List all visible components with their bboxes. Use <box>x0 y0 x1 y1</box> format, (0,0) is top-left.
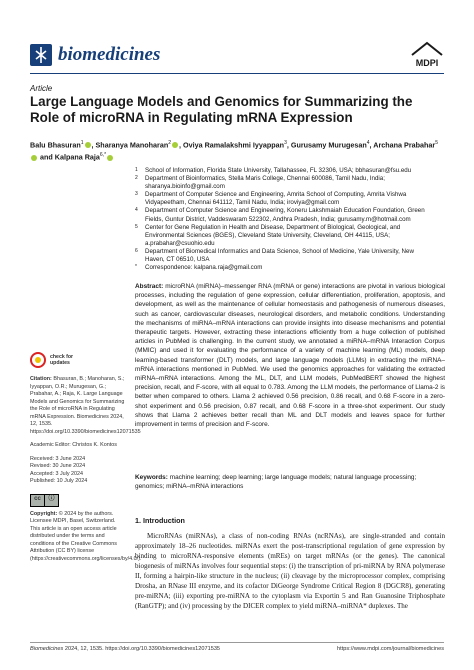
footer-citation <box>30 646 220 652</box>
footer-url[interactable]: https://www.mdpi.com/journal/biomedicines <box>337 646 444 652</box>
abstract <box>135 282 445 429</box>
orcid-icon[interactable] <box>31 155 37 161</box>
abstract-label: Abstract: <box>135 283 164 290</box>
author-list: Balu Bhasuran$^1$ , Sharanya Manoharan$^2$ , Oviya Ramalakshmi Iyyappan$^3$, Gurusamy Murugesan$^4$, Archana Prabahar$^5$ and Kalpana Raja$^{6,*}$ <box>30 140 438 162</box>
orcid-icon[interactable] <box>172 142 178 148</box>
copyright-label: Copyright: <box>30 510 58 517</box>
footer-divider <box>30 642 444 643</box>
updates-line2: updates <box>50 360 70 366</box>
author-name[interactable]: Oviya Ramalakshmi Iyyappan <box>183 140 285 150</box>
citation <box>30 376 141 436</box>
header-divider <box>30 73 444 74</box>
affiliation-item: 6 Department of Biomedical Informatics and Data Science, School of Medicine, Yale University, New Haven, CT 06510, USA <box>135 247 414 264</box>
footer-journal: Biomedicines <box>30 646 64 652</box>
affiliation-item: 1 School of Information, Florida State University, Tallahassee, FL 32306, USA; bbhasuran@fsu.edu <box>135 167 412 174</box>
author-affil-sup: 2 <box>168 140 171 146</box>
cc-icon: cc <box>31 495 45 506</box>
citation-text[interactable]: Bhasuran, B.; Manoharan, S.; Iyyappan, O.R.; Murugesan, G.; Prabahar, A.; Raja, K. Large Language Models and Genomics for Summarizing the Role of microRNA in Regulating mRNA Expression. Biomedicines 2024, 12, 1535. https://doi.org/10.3390/biomedicines12071535 <box>30 376 141 435</box>
author-name[interactable]: Kalpana Raja <box>54 152 100 162</box>
accepted-date: Accepted: 3 July 2024 <box>30 470 84 477</box>
article-type: Article <box>30 84 53 93</box>
dates <box>30 456 126 486</box>
keywords-text: machine learning; deep learning; large language models; natural language processing; genomics; miRNA–mRNA interactions <box>135 474 417 491</box>
affiliation-item: 2 Department of Bioinformatics, Stella Maris College, Chennai 600086, Tamil Nadu, India; sharanya.bioinfo@gmail.com <box>135 175 385 191</box>
published-date: Published: 10 July 2024 <box>30 478 88 484</box>
orcid-icon[interactable] <box>85 142 91 148</box>
revised-date: Revised: 30 June 2024 <box>30 463 86 469</box>
author-name[interactable]: Sharanya Manoharan <box>95 140 169 150</box>
keywords-label: Keywords: <box>135 474 168 481</box>
author-name[interactable]: Gurusamy Murugesan <box>290 140 367 150</box>
article-title: Large Language Models and Genomics for Summarizing the Role of microRNA in Regulating mRNA Expression <box>30 94 413 125</box>
abstract-text: microRNA (miRNA)–messenger RNA (mRNA or gene) interactions are pivotal in various biological processes, including the regulation of gene expression, cellular differentiation, proliferation, apoptosis, and development, as well as the maintenance of cellular homeostasis and pathogenesis of numerous diseases, such as cancer, cardiovascular diseases, neurological disorders, and metabolic conditions. Understanding the mechanisms of miRNA–mRNA interactions can provide insights into disease mechanisms and potential therapeutic targets. However, extracting these interactions efficiently from a huge collection of published articles in PubMed is challenging. In the current study, we annotated a miRNA–mRNA Interaction Corpus (MMIC) and used it for evaluating the performance of a variety of machine learning (ML) models, deep learning-based transformer (DLT) models, and large language models (LLMs) in extracting the miRNA–mRNA interactions mentioned in PubMed. We used the genomics approaches for validating the extracted miRNA–mRNA interactions. Among the ML, DLT, and LLM models, PubMedBERT showed the highest precision, recall, and F-score, with all equal to 0.783. Among the LLM models, the performance of Llama-2 is better when compared to others. Llama 2 achieved 0.56 precision, 0.86 recall, and 0.68 F-score in a zero-shot experiment and 0.56 precision, 0.87 recall, and 0.68 F-score in a three-shot experiment. Our study shows that Llama 2 achieves better recall than ML and DLT models and leaves space for further improvement in terms of precision and F-score. <box>135 283 445 429</box>
author-affil-sup: 4 <box>366 140 370 146</box>
author-affil-sup: 1 <box>80 140 84 146</box>
author-name[interactable]: Archana Prabahar <box>373 140 436 150</box>
journal-name[interactable]: biomedicines <box>58 44 161 65</box>
cc-by-license-icon[interactable] <box>30 494 59 507</box>
footer-citation-text[interactable]: 2024, 12, 1535. https://doi.org/10.3390/biomedicines12071535 <box>64 646 221 652</box>
author-affil-sup: 5 <box>435 140 438 146</box>
copyright-text: © 2024 by the authors. Licensee MDPI, Basel, Switzerland. This article is an open access article distributed under the terms and conditions of the Creative Commons Attribution (CC BY) license (https://creativecommons.org/licenses/by/4.0/). <box>30 510 142 562</box>
introduction <box>135 531 445 611</box>
affiliation-item: 4 Department of Computer Science and Engineering, Koneru Lakshmaiah Education Foundation, Green Fields, Guntur District, Vaddeswaram 522302, Andhra Pradesh, India; gurusamy.m@hotmail.com <box>135 207 425 223</box>
affiliation-item: 3 Department of Computer Science and Engineering, Amrita School of Computing, Amrita Vishwa Vidyapeetham, Chennai 641112, Tamil Nadu, India; iroviya@gmail.com <box>135 191 407 207</box>
section-heading: 1. Introduction <box>135 516 185 525</box>
received-date: Received: 3 June 2024 <box>30 455 86 462</box>
journal-logo-icon <box>30 44 52 66</box>
check-for-updates-icon <box>30 352 46 368</box>
author-name[interactable]: Balu Bhasuran <box>30 140 81 150</box>
academic-editor: Academic Editor: Christos K. Kontos <box>30 442 117 448</box>
copyright <box>30 510 142 564</box>
updates-line1: check for <box>50 354 74 360</box>
orcid-icon[interactable] <box>107 155 113 161</box>
mdpi-logo[interactable] <box>410 41 444 71</box>
author-affil-sup: 6,* <box>99 152 107 159</box>
affiliation-item: 5 Center for Gene Regulation in Health and Disease, Department of Biological, Geological, and Environmental Sciences (BGES), Cleveland State University, Cleveland, OH 44115, USA; a.prabahar@csuohio.edu <box>135 223 401 247</box>
author-affil-sup: 3 <box>284 140 287 146</box>
citation-label: Citation: <box>30 376 52 382</box>
affiliation-list <box>135 167 435 272</box>
sidebar <box>30 352 142 569</box>
by-icon: ⓘ <box>45 495 58 506</box>
keywords <box>135 473 445 491</box>
correspondence: * Correspondence: kalpana.raja@gmail.com <box>135 264 263 272</box>
mdpi-logo-text: MDPI <box>415 58 439 68</box>
intro-paragraph: MicroRNAs (miRNAs), a class of non-coding RNAs (ncRNAs), are single-stranded and contain approximately 18–26 nucleotides. miRNAs exert the post-transcriptional regulation of gene expression by binding to microRNA-responsive elements (mREs) on target mRNAs (or the genes). The canonical biogenesis of miRNAs involves four sequential steps: (i) the transcription of pri-miRNA by RNA polymerase II, forming a hairpin-like structure in the nucleus; (ii) cleavage by the microprocessor complex, comprising Drosha, an RNase III enzyme, and its cofactor DiGeorge Syndrome Critical Region 8 (DGCR8), generating pre-miRNA; (iii) exporting pre-miRNA to the cytoplasm via Exportin 5 and Ran Guanosine Triphosphate (RanGTP); and (iv) processing by the DICER complex to yield miRNA–miRNA* duplexes. The <box>135 532 445 610</box>
check-for-updates[interactable] <box>30 352 126 368</box>
